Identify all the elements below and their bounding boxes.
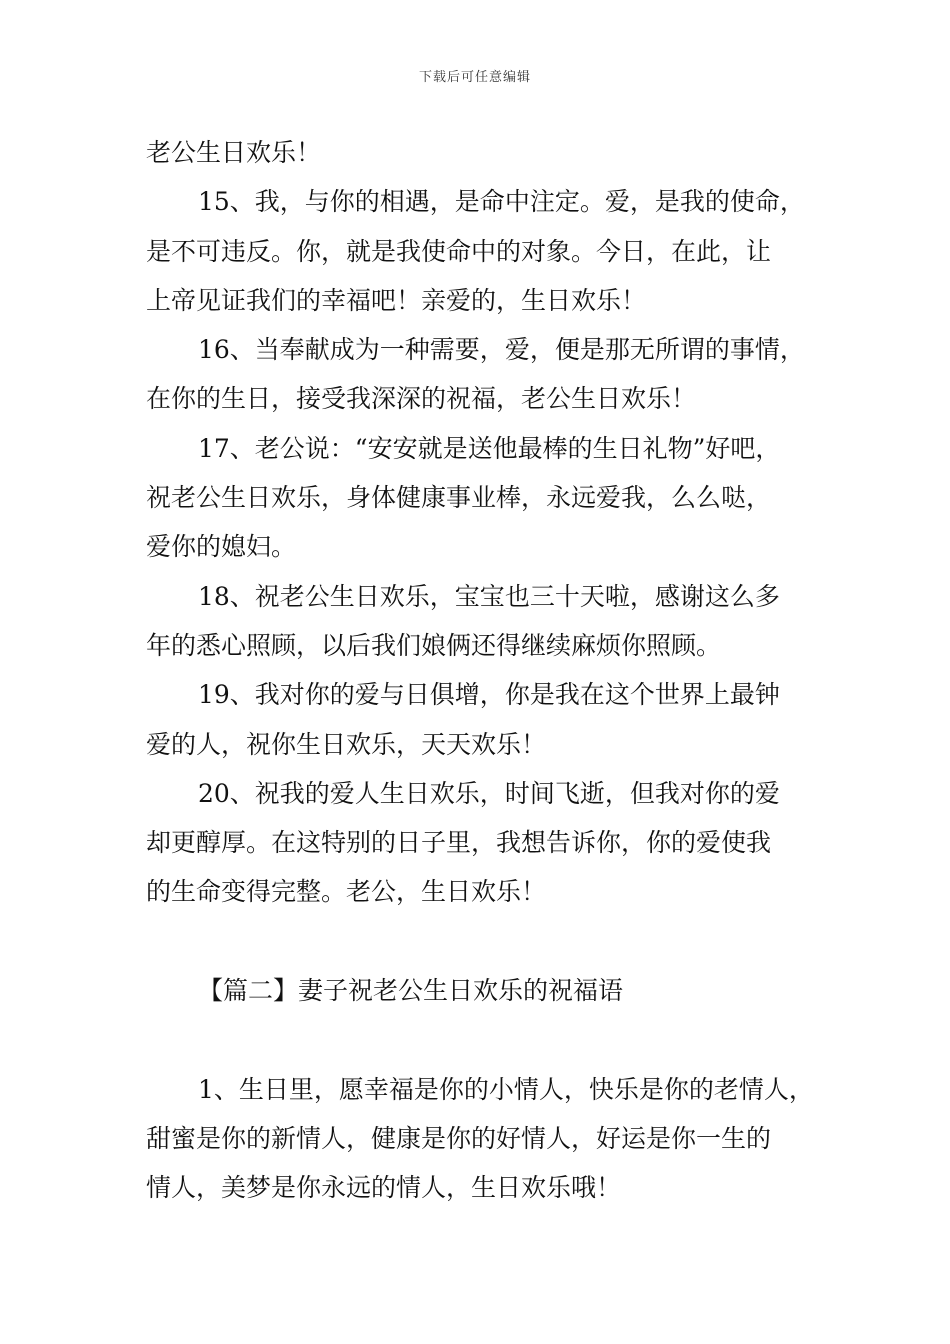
text-line: 爱的人，祝你生日欢乐，天天欢乐！ bbox=[146, 729, 547, 759]
text-line: 19、我对你的爱与日俱增，你是我在这个世界上最钟 bbox=[198, 680, 780, 710]
text-line: 祝老公生日欢乐，身体健康事业棒，永远爱我，么么哒， bbox=[146, 483, 772, 513]
text-line: 20、祝我的爱人生日欢乐，时间飞逝，但我对你的爱 bbox=[198, 778, 780, 808]
text-line: 1、生日里，愿幸福是你的小情人，快乐是你的老情人， bbox=[198, 1074, 814, 1104]
text-line: 老公生日欢乐！ bbox=[146, 138, 322, 167]
document-body bbox=[146, 128, 826, 1213]
spacer bbox=[146, 917, 826, 966]
text-line: 年的悉心照顾，以后我们娘俩还得继续麻烦你照顾。 bbox=[146, 630, 722, 660]
text-line: 甜蜜是你的新情人，健康是你的好情人，好运是你一生的 bbox=[146, 1123, 772, 1153]
text-line: 15、我，与你的相遇，是命中注定。爱，是我的使命， bbox=[198, 187, 805, 217]
spacer bbox=[146, 1015, 826, 1064]
page-header: 下载后可任意编辑 bbox=[418, 70, 531, 85]
text-line: 在你的生日，接受我深深的祝福，老公生日欢乐！ bbox=[146, 384, 697, 414]
text-line: 上帝见证我们的幸福吧！亲爱的，生日欢乐！ bbox=[146, 285, 647, 315]
text-line: 17、老公说：“安安就是送他最棒的生日礼物”好吧， bbox=[198, 433, 781, 463]
text-line: 是不可违反。你，就是我使命中的对象。今日，在此，让 bbox=[146, 236, 772, 266]
text-line: 却更醇厚。在这特别的日子里，我想告诉你，你的爱使我 bbox=[146, 828, 772, 858]
text-line: 16、当奉献成为一种需要，爱，便是那无所谓的事情， bbox=[198, 335, 805, 365]
section-title: 【篇二】妻子祝老公生日欢乐的祝福语 bbox=[198, 976, 624, 1006]
text-line: 爱你的媳妇。 bbox=[146, 532, 297, 562]
text-line: 的生命变得完整。老公，生日欢乐！ bbox=[146, 877, 547, 907]
text-line: 18、祝老公生日欢乐，宝宝也三十天啦，感谢这么多 bbox=[198, 581, 780, 611]
text-line: 情人，美梦是你永远的情人，生日欢乐哦！ bbox=[146, 1173, 622, 1203]
